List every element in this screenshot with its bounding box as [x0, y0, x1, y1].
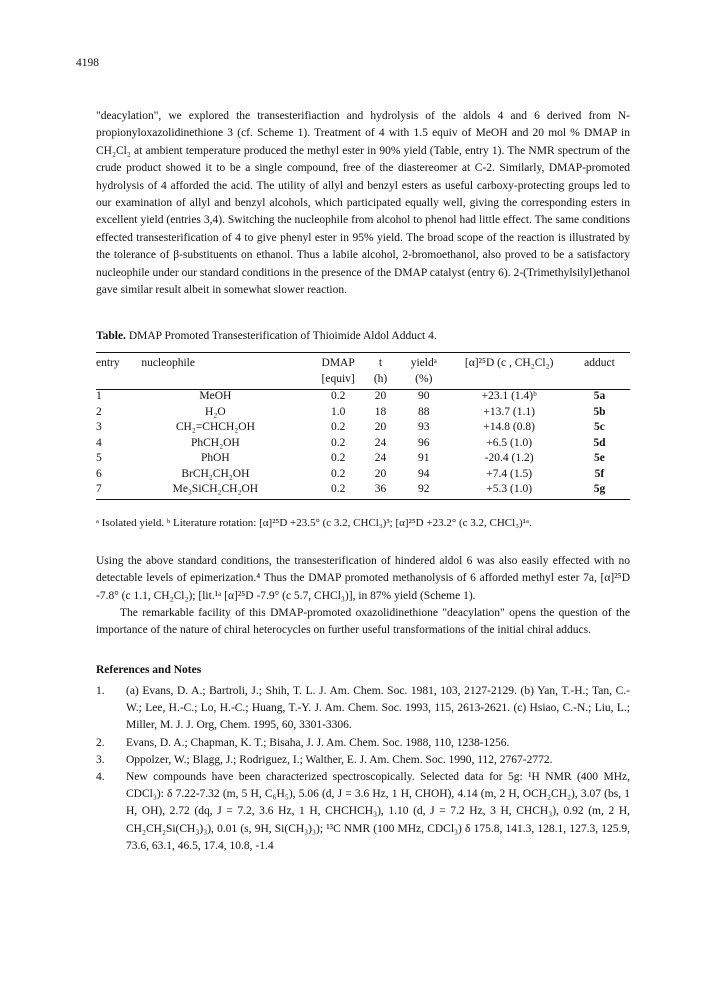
cell-rotation: +13.7 (1.1)	[483, 405, 535, 418]
cell-adduct: 5b	[593, 405, 606, 418]
cell-nucleophile: CH₂=CHCH₂OH	[175, 421, 255, 433]
cell-adduct: 5g	[569, 483, 630, 499]
cell-entry: 6	[96, 467, 102, 480]
paragraph-3-text: The remarkable facility of this DMAP-promoted oxazolidinethione "deacylation" opens the question of the importance of the nature of chiral heterocycles on further useful transformations of the initial chiral adducs.	[96, 607, 630, 637]
cell-yield: 88	[418, 405, 430, 418]
reference-text: Evans, D. A.; Chapman, K. T.; Bisaha, J. J. Am. Chem. Soc. 1988, 110, 1238-1256.	[126, 736, 510, 749]
table-row	[96, 406, 630, 422]
cell-yield: 90	[418, 390, 430, 402]
reference-number: 4.	[96, 771, 105, 784]
table-row	[96, 452, 630, 468]
cell-time: 20	[374, 390, 387, 402]
cell-time: 24	[374, 452, 387, 464]
table-caption-label: Table.	[96, 330, 126, 342]
cell-entry: 1	[96, 390, 102, 402]
references-heading: References and Notes	[96, 664, 202, 676]
cell-nucleophile: H₂O	[205, 405, 226, 418]
reference-item	[96, 752, 630, 769]
cell-time: 36	[363, 483, 398, 499]
cell-entry: 3	[96, 421, 102, 433]
reference-text: New compounds have been characterized spectroscopically. Selected data for 5g: ¹H NMR (400 MHz, CDCl₃): δ 7.22-7.32 (m, 5 H, C₆H₅), 5.06 (d, J = 3.6 Hz, 1 H, CHOH), 4.14 (m, 2 H, OCH₂CH₂), 3.07 (bs, 1 H, OH), 2.72 (dq, J = 7.2, 3.6 Hz, 1 H, CHCHCH₃), 1.10 (d, J = 7.2 Hz, 3 H, CHCH₃), 0.92 (m, 2 H, CH₂CH₂Si(CH₃)₃), 0.01 (s, 9H, Si(CH₃)₃); ¹³C NMR (100 MHz, CDCl₃) δ 175.8, 141.3, 128.1, 127.3, 125.9, 73.6, 63.1, 46.5, 17.4, 10.8, -1.4	[126, 771, 630, 852]
cell-nucleophile: BrCH₂CH₂OH	[181, 467, 250, 480]
header-dmap-unit: [equiv]	[313, 373, 362, 390]
paragraph-1-text: "deacylation", we explored the transesterifiaction and hydrolysis of the aldols 4 and 6 derived from N-propionyloxazolidinethione 3 (cf. Scheme 1). Treatment of 4 with 1.5 equiv of MeOH and 20 mol % DMAP in CH₂Cl₂ at ambient temperature produced the methyl ester in 90% yield (Table, entry 1). The NMR spectrum of the crude product showed it to be a single compound, free of the diastereomer at C-2. Similarly, DMAP-promoted hydrolysis of 4 afforded the acid. The utility of allyl and benzyl esters as useful carboxy-protecting groups led to our examination of allyl and benzyl alcohols, which participated equally well, giving the corresponding esters in excellent yield (entries 3,4). Switching the nucleophile from alcohol to phenol had little effect. The same conditions effected transesterification of 4 to give phenyl ester in 95% yield. The broad scope of the reaction is illustrated by the tolerance of β-substituents on ethanol. Thus a labile alcohol, 2-bromoethanol, also proved to be a satisfactory nucleophile under our standard conditions in the presence of the DMAP catalyst (entry 6). 2-(Trimethylsilyl)ethanol gave similar result albeit in somewhat slower reaction.	[96, 110, 630, 297]
cell-dmap: 0.2	[330, 390, 346, 402]
table-row	[96, 483, 630, 499]
body-paragraph-2	[96, 553, 630, 605]
reference-item	[96, 735, 630, 752]
reference-text: Oppolzer, W.; Blagg, J.; Rodriguez, I.; Walther, E. J. Am. Chem. Soc. 1990, 112, 2767-2772.	[126, 753, 553, 766]
cell-dmap: 0.2	[330, 452, 346, 464]
cell-entry: 5	[96, 452, 102, 464]
cell-nucleophile: MeOH	[199, 390, 232, 402]
reference-number: 2.	[96, 736, 105, 749]
cell-dmap: 0.2	[313, 483, 362, 499]
reference-text: (a) Evans, D. A.; Bartroli, J.; Shih, T. L. J. Am. Chem. Soc. 1981, 103, 2127-2129. (b) Yan, T.-H.; Tan, C.-W.; Lee, H.-C.; Lo, H.-C.; Huang, T.-Y. J. Am. Chem. Soc. 1993, 115, 2613-2621. (c) Hsiao, C.-N.; Liu, L.; Miller, M. J. J. Org, Chem. 1995, 60, 3301-3306.	[126, 685, 630, 732]
cell-yield: 93	[418, 421, 430, 433]
header-yield: yieldᵃ	[398, 353, 449, 373]
cell-nucleophile: Me₃SiCH₂CH₂OH	[141, 483, 313, 499]
header-time: t	[363, 353, 398, 373]
table-row	[96, 437, 630, 453]
header-dmap: DMAP	[313, 353, 362, 373]
cell-entry: 2	[96, 405, 102, 418]
cell-dmap: 0.2	[330, 421, 346, 433]
paragraph-2-text: Using the above standard conditions, the transesterification of hindered aldol 6 was also easily effected with no detectable levels of epimerization.⁴ Thus the DMAP promoted methanolysis of 6 afforded methyl ester 7a, [α]²⁵D -7.8° (c 1.1, CH₂Cl₂); [lit.¹ᵃ [α]²⁵D -7.9° (c 5.7, CHCl₃)], in 87% yield (Scheme 1).	[96, 555, 630, 602]
cell-dmap: 0.2	[330, 467, 346, 480]
cell-time: 18	[374, 405, 387, 418]
cell-yield: 96	[418, 436, 430, 449]
reference-number: 1.	[96, 685, 105, 697]
header-nucleophile: nucleophile	[141, 353, 313, 373]
references-list	[96, 683, 630, 855]
cell-yield: 92	[398, 483, 449, 499]
cell-rotation: +5.3 (1.0)	[449, 483, 569, 499]
table-row	[96, 468, 630, 484]
cell-dmap: 0.2	[330, 436, 346, 449]
table-caption-text: DMAP Promoted Transesterification of Thioimide Aldol Adduct 4.	[125, 330, 437, 342]
cell-nucleophile: PhOH	[200, 452, 230, 464]
cell-rotation: +14.8 (0.8)	[483, 421, 535, 433]
header-time-unit: (h)	[363, 373, 398, 390]
header-yield-unit: (%)	[398, 373, 449, 390]
cell-adduct: 5a	[593, 390, 606, 402]
cell-adduct: 5d	[593, 436, 606, 449]
cell-entry: 4	[96, 436, 102, 449]
cell-adduct: 5e	[594, 452, 605, 464]
header-adduct: adduct	[569, 353, 630, 373]
cell-rotation: +6.5 (1.0)	[486, 436, 533, 449]
results-table	[96, 352, 630, 500]
body-paragraph-1	[96, 108, 630, 299]
table-footnote: ᵃ Isolated yield. ᵇ Literature rotation: [α]²⁵D +23.5° (c 3.2, CHCl₃)³; [α]²⁵D +23.2° (c 3.2, CHCl₃)¹ᵃ.	[96, 517, 532, 529]
cell-dmap: 1.0	[330, 405, 346, 418]
table-header-row	[96, 353, 630, 373]
table-header-units-row	[96, 373, 630, 390]
table-row	[96, 390, 630, 406]
cell-time: 20	[374, 467, 387, 480]
header-entry: entry	[96, 353, 141, 373]
cell-adduct: 5c	[594, 421, 605, 433]
cell-adduct: 5f	[594, 467, 605, 480]
table-row	[96, 421, 630, 437]
body-paragraph-3	[96, 605, 630, 640]
cell-time: 20	[374, 421, 387, 433]
cell-yield: 94	[418, 467, 430, 480]
table-caption	[96, 330, 437, 342]
reference-item	[96, 769, 630, 855]
cell-entry: 7	[96, 483, 141, 499]
cell-nucleophile: PhCH₂OH	[190, 436, 240, 449]
cell-rotation: -20.4 (1.2)	[484, 452, 534, 464]
cell-rotation: +23.1 (1.4)ᵇ	[481, 390, 537, 402]
reference-number: 3.	[96, 753, 105, 766]
reference-item	[96, 683, 630, 735]
header-rotation: [α]²⁵D (c , CH₂Cl₂)	[449, 353, 569, 373]
page-number: 4198	[76, 57, 99, 69]
cell-rotation: +7.4 (1.5)	[486, 467, 533, 480]
cell-yield: 91	[418, 452, 430, 464]
cell-time: 24	[374, 436, 387, 449]
